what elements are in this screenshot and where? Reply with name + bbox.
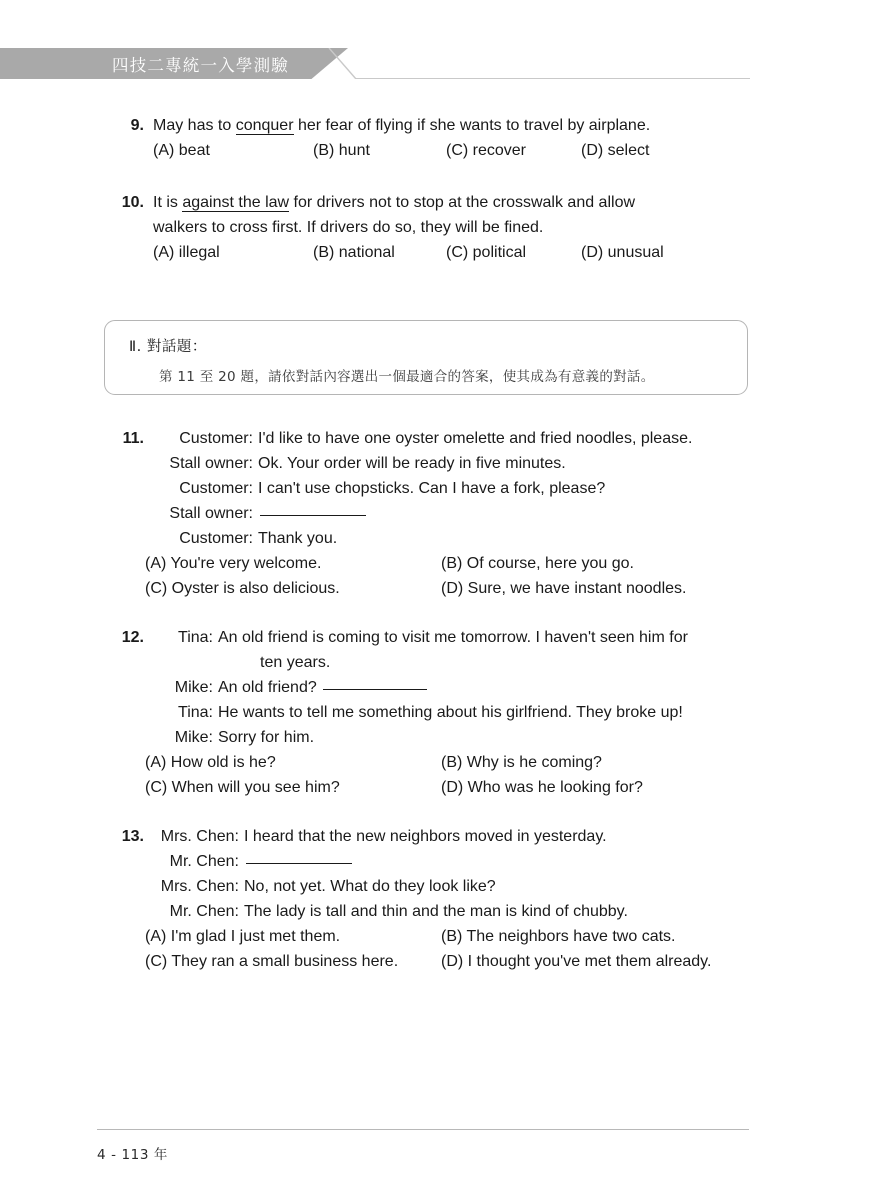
question-9	[104, 113, 784, 163]
question-9-number: 9.	[130, 117, 144, 134]
dialogue-text: ten years.	[260, 654, 331, 671]
question-12-body-row	[104, 625, 794, 800]
dialogue-line	[152, 476, 692, 501]
dialogue-line	[152, 725, 688, 750]
dialogue-speaker: Mike:	[174, 679, 213, 696]
dialogue-text: I'd like to have one oyster omelette and fried noodles, please.	[258, 430, 693, 447]
question-9-stem-pre: May has to	[153, 117, 236, 134]
question-10-stem-post: for drivers not to stop at the crosswalk and allow	[289, 194, 636, 211]
question-12-number: 12.	[121, 629, 144, 646]
question-13-option-d[interactable]: (D) I thought you've met them already.	[441, 953, 712, 970]
question-11-option-b[interactable]: (B) Of course, here you go.	[441, 555, 634, 572]
dialogue-line	[152, 700, 688, 725]
question-9-option-b[interactable]: (B) hunt	[313, 142, 370, 159]
dialogue-speaker: Mike:	[174, 729, 213, 746]
question-9-option-a[interactable]: (A) beat	[153, 142, 210, 159]
dialogue-speaker: Customer:	[179, 530, 253, 547]
question-12-dialogue	[144, 625, 688, 800]
answer-blank[interactable]	[260, 501, 366, 516]
dialogue-text: Thank you.	[258, 530, 338, 547]
dialogue-text: Ok. Your order will be ready in five minutes.	[258, 455, 566, 472]
dialogue-line	[152, 526, 692, 551]
question-10-number: 10.	[121, 194, 144, 211]
dialogue-line	[152, 625, 688, 650]
question-10-underlined-phrase: against the law	[182, 194, 290, 211]
question-13-number: 13.	[121, 828, 144, 845]
question-9-stem-post: her fear of flying if she wants to travel by airplane.	[293, 117, 651, 134]
dialogue-speaker: Customer:	[179, 480, 253, 497]
dialogue-text: He wants to tell me something about his girlfriend. They broke up!	[218, 704, 683, 721]
dialogue-text: I heard that the new neighbors moved in yesterday.	[244, 828, 607, 845]
question-11-body-row	[104, 426, 794, 601]
dialogue-line	[152, 426, 692, 451]
question-12	[104, 625, 794, 800]
dialogue-speaker: Mrs. Chen:	[160, 828, 239, 845]
dialogue-speaker: Tina:	[178, 629, 213, 646]
dialogue-text: An old friend?	[218, 679, 317, 696]
question-12-option-d[interactable]: (D) Who was he looking for?	[441, 779, 643, 796]
dialogue-line	[152, 874, 711, 899]
dialogue-speaker: Customer:	[179, 430, 253, 447]
question-13-option-a[interactable]: (A) I'm glad I just met them.	[145, 928, 341, 945]
question-12-option-b[interactable]: (B) Why is he coming?	[441, 754, 602, 771]
dialogue-speaker: Stall owner:	[169, 505, 253, 522]
question-11-dialogue	[144, 426, 692, 601]
question-10-option-b[interactable]: (B) national	[313, 244, 395, 261]
footer-rule	[97, 1129, 749, 1130]
dialogue-speaker: Tina:	[178, 704, 213, 721]
question-9-stem-row	[104, 113, 784, 138]
dialogue-line	[152, 824, 711, 849]
question-12-options-row-2	[145, 775, 688, 800]
question-11-options-row-1	[145, 551, 692, 576]
dialogue-line-with-blank	[152, 501, 692, 526]
question-10-option-a[interactable]: (A) illegal	[153, 244, 220, 261]
dialogue-speaker: Mrs. Chen:	[160, 878, 239, 895]
dialogue-line-with-blank	[152, 675, 688, 700]
dialogue-line-with-blank	[152, 849, 711, 874]
dialogue-text: The lady is tall and thin and the man is kind of chubby.	[244, 903, 628, 920]
section-instruction-box	[104, 320, 748, 395]
question-11-option-a[interactable]: (A) You're very welcome.	[145, 555, 322, 572]
page-footer-label: 4 - 113 年	[97, 1147, 169, 1163]
question-13-body-row	[104, 824, 794, 974]
question-12-options-row-1	[145, 750, 688, 775]
dialogue-speaker: Mr. Chen:	[169, 903, 239, 920]
dialogue-text: I can't use chopsticks. Can I have a fork, please?	[258, 480, 606, 497]
section-title: Ⅱ. 對話題：	[129, 339, 207, 355]
question-10-option-d[interactable]: (D) unusual	[581, 244, 664, 261]
question-10-options	[144, 240, 664, 265]
question-10-stem-row	[104, 190, 784, 240]
dialogue-speaker	[152, 650, 218, 675]
dialogue-speaker: Stall owner:	[169, 455, 253, 472]
question-9-options-row	[104, 138, 784, 163]
header-rule	[355, 78, 750, 79]
answer-blank[interactable]	[246, 849, 352, 864]
question-11-option-d[interactable]: (D) Sure, we have instant noodles.	[441, 580, 687, 597]
dialogue-text: An old friend is coming to visit me tomorrow. I haven't seen him for	[218, 629, 688, 646]
question-10-options-row	[104, 240, 784, 265]
question-10	[104, 190, 784, 265]
question-10-stem-line2: walkers to cross first. If drivers do so, they will be fined.	[153, 219, 544, 236]
dialogue-text: No, not yet. What do they look like?	[244, 878, 496, 895]
question-12-option-a[interactable]: (A) How old is he?	[145, 754, 276, 771]
question-11-number: 11.	[122, 430, 144, 447]
question-10-stem-line1	[153, 190, 635, 215]
dialogue-line	[152, 451, 692, 476]
dialogue-speaker: Mr. Chen:	[169, 853, 239, 870]
question-9-option-c[interactable]: (C) recover	[446, 142, 527, 159]
question-9-underlined-word: conquer	[235, 117, 294, 134]
question-13-options-row-1	[145, 924, 711, 949]
dialogue-line	[152, 899, 711, 924]
question-9-stem	[144, 113, 650, 138]
question-11-option-c[interactable]: (C) Oyster is also delicious.	[145, 580, 340, 597]
question-9-option-d[interactable]: (D) select	[581, 142, 650, 159]
question-13-dialogue	[144, 824, 711, 974]
question-13-option-b[interactable]: (B) The neighbors have two cats.	[441, 928, 676, 945]
question-10-option-c[interactable]: (C) political	[446, 244, 527, 261]
question-12-option-c[interactable]: (C) When will you see him?	[145, 779, 340, 796]
question-10-stem	[144, 190, 635, 240]
dialogue-line-continuation	[152, 650, 688, 675]
question-13-option-c[interactable]: (C) They ran a small business here.	[145, 953, 399, 970]
question-11	[104, 426, 794, 601]
question-9-options	[144, 138, 649, 163]
header-slash-icon	[327, 48, 359, 79]
dialogue-text: Sorry for him.	[218, 729, 315, 746]
question-10-stem-pre: It is	[153, 194, 183, 211]
exam-title: 四技二專統一入學測驗	[112, 56, 289, 75]
question-13	[104, 824, 794, 974]
section-description: 第 11 至 20 題，請依對話內容選出一個最適合的答案，使其成為有意義的對話。	[159, 369, 655, 385]
answer-blank[interactable]	[323, 675, 427, 690]
question-11-options-row-2	[145, 576, 692, 601]
page-header	[0, 48, 876, 82]
question-13-options-row-2	[145, 949, 711, 974]
